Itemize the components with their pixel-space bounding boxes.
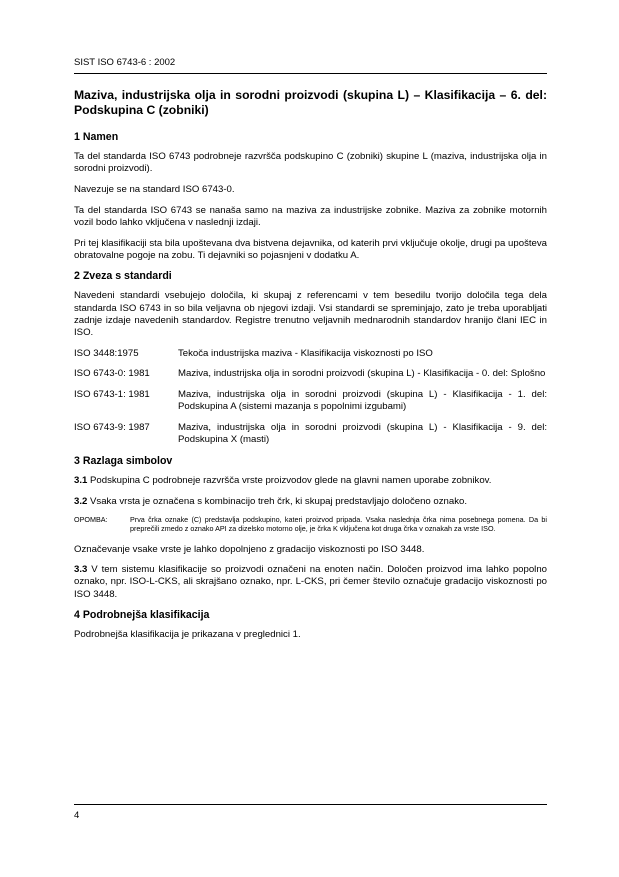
section-1 <box>74 131 547 262</box>
clause-text: Vsaka vrsta je označena s kombinacijo treh črk, ki skupaj predstavljajo določeno oznako. <box>87 495 468 507</box>
note-text: Prva črka oznake (C) predstavlja podskupino, kateri proizvod pripada. Vsaka naslednja črka nima posebnega pomena. Da bi preprečili zmedo z oznako API za dizelsko motorno olje, je črka K vključena kot druga črka v oznakah za vrste ISO. <box>130 515 547 533</box>
reference-title: Maziva, industrijska olja in sorodni proizvodi (skupina L) - Klasifikacija - 9. del: Podskupina X (masti) <box>178 422 547 446</box>
section-1-paragraph-4: Pri tej klasifikaciji sta bila upoštevana dva bistvena dejavnika, od katerih prvi vključuje okolje, drugi pa upošteva obratovalne pogoje na zobu. Ti dejavniki so pojasnjeni v dodatku A. <box>74 237 547 261</box>
page-number: 4 <box>74 810 80 821</box>
clause-3-3 <box>74 564 547 601</box>
reference-code: ISO 3448:1975 <box>74 347 139 359</box>
section-4-heading: 4 Podrobnejša klasifikacija <box>74 609 210 622</box>
clause-3-1 <box>74 475 547 487</box>
header-doc-id: SIST ISO 6743-6 : 2002 <box>74 57 176 68</box>
section-3-heading: 3 Razlaga simbolov <box>74 454 173 467</box>
section-1-heading: 1 Namen <box>74 131 119 143</box>
section-1-paragraph-1: Ta del standarda ISO 6743 podrobneje razvršča podskupino C (zobniki) skupine L (maziva, industrijska olja in sorodni proizvodi). <box>74 151 547 175</box>
viscosity-grade-paragraph: Označevanje vsake vrste je lahko dopolnjeno z gradacijo viskoznosti po ISO 3448. <box>74 543 425 555</box>
clause-number: 3.3 <box>74 564 88 576</box>
reference-title: Maziva, industrijska olja in sorodni proizvodi (skupina L) - Klasifikacija - 0. del: Splošno <box>178 368 546 380</box>
section-1-paragraph-3: Ta del standarda ISO 6743 se nanaša samo na maziva za industrijske zobnike. Maziva za zobnike motornih vozil bodo lahko vključena v naslednji izdaji. <box>74 204 547 228</box>
clause-number: 3.2 <box>74 495 88 507</box>
note-label: OPOMBA: <box>74 515 108 525</box>
reference-row <box>74 422 547 446</box>
section-3 <box>74 455 547 601</box>
clause-text: Podskupina C podrobneje razvršča vrste proizvodov glede na glavni namen uporabe zobnikov. <box>87 474 492 486</box>
reference-code: ISO 6743-0: 1981 <box>74 368 150 380</box>
document-title: Maziva, industrijska olja in sorodni proizvodi (skupina L) – Klasifikacija – 6. del: Podskupina C (zobniki) <box>74 88 547 117</box>
reference-code: ISO 6743-1: 1981 <box>74 389 150 401</box>
clause-number: 3.1 <box>74 474 88 486</box>
section-2 <box>74 270 547 446</box>
reference-code: ISO 6743-9: 1987 <box>74 422 150 434</box>
section-1-paragraph-2: Navezuje se na standard ISO 6743-0. <box>74 183 235 195</box>
reference-row <box>74 368 547 380</box>
document-body <box>74 88 547 650</box>
section-4-paragraph-1: Podrobnejša klasifikacija je prikazana v preglednici 1. <box>74 629 301 641</box>
reference-title: Tekoča industrijska maziva - Klasifikacija viskoznosti po ISO <box>178 347 433 359</box>
clause-3-2 <box>74 496 547 508</box>
footer-rule <box>74 804 547 805</box>
section-2-paragraph-1: Navedeni standardi vsebujejo določila, ki skupaj z referencami v tem besedilu tvorijo določila tega dela standarda ISO 6743 in so bila veljavna ob njegovi izdaji. Vsi standardi se spreminjajo, zato je treba uporabljati zadnje izdaje navedenih standardov. Registre trenutno veljavnih mednarodnih standardov hranijo člani IEC in ISO. <box>74 290 547 339</box>
reference-row <box>74 348 547 360</box>
note-block <box>74 516 547 533</box>
section-4 <box>74 609 547 641</box>
reference-title: Maziva, industrijska olja in sorodni proizvodi (skupina L) - Klasifikacija - 1. del: Podskupina A (sistemi mazanja s popolnimi izgubami) <box>178 389 547 413</box>
clause-text: V tem sistemu klasifikacije so proizvodi označeni na enoten način. Določen proizvod ima lahko popolno oznako, npr. ISO-L-CKS, ali skrajšano oznako, npr. L-CKS, pri čemer število označuje gradacijo viskoznosti po ISO 3448. <box>74 564 547 600</box>
reference-row <box>74 389 547 413</box>
section-2-heading: 2 Zveza s standardi <box>74 270 172 283</box>
header-rule <box>74 73 547 74</box>
